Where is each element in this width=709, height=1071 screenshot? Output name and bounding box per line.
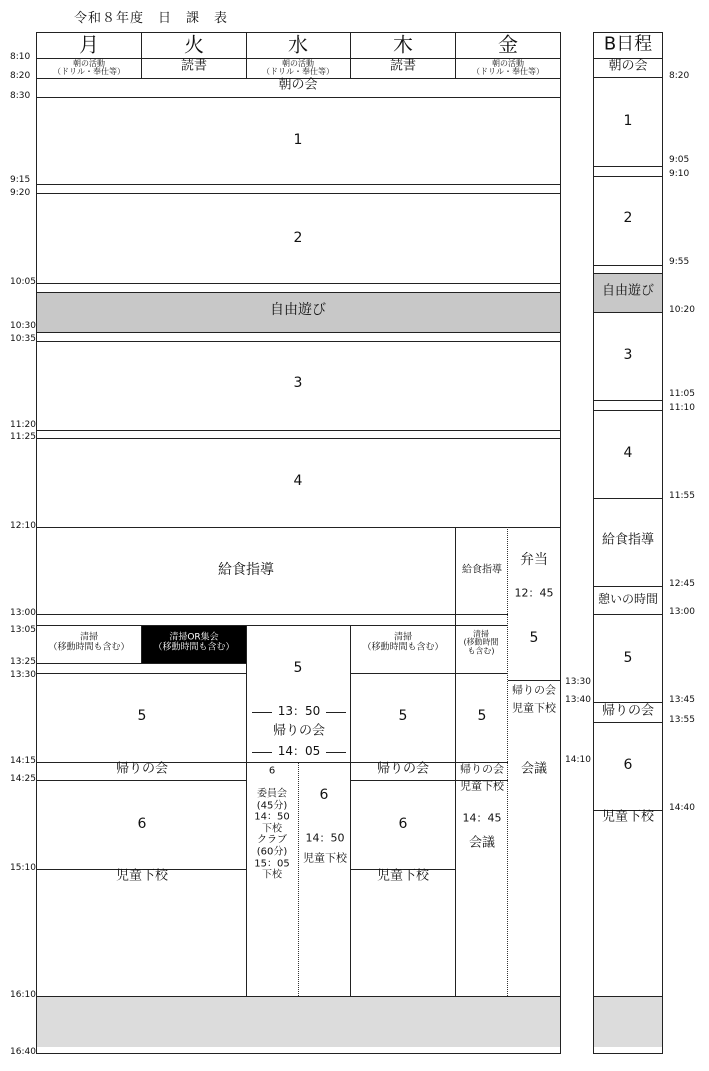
b-after-school-band xyxy=(594,996,662,1047)
time-label: 14:10 xyxy=(565,755,591,765)
period-6-thu: 6 xyxy=(398,815,408,832)
period-5-fri-b: 5 xyxy=(529,629,539,646)
end-meeting-fri: 帰りの会 xyxy=(460,762,504,776)
day-fri: 金 xyxy=(498,32,518,57)
time-label: 11:25 xyxy=(10,432,36,442)
b-period-1: 1 xyxy=(623,112,633,129)
wed-time-1450: 14：50 xyxy=(305,831,345,845)
time-label: 10:30 xyxy=(10,321,36,331)
period-5-mon: 5 xyxy=(137,707,147,724)
b-dismissal: 児童下校 xyxy=(601,809,655,825)
time-label: 13:40 xyxy=(565,695,591,705)
b-period-3: 3 xyxy=(623,346,633,363)
time-label: 13:05 xyxy=(10,625,36,635)
period-6-wed: 6 xyxy=(319,786,329,803)
b-period-6: 6 xyxy=(623,756,633,773)
page-title: 令和８年度 日 課 表 xyxy=(74,11,229,26)
time-label: 16:40 xyxy=(10,1047,36,1057)
time-label: 13:30 xyxy=(565,677,591,687)
after-school-band xyxy=(37,996,560,1047)
period-6-wed-label: 6 xyxy=(268,765,276,777)
cleaning-mon: 清掃 （移動時間も含む） xyxy=(48,632,130,653)
morning-activity-wed: 朝の活動 （ドリル・奉仕等） xyxy=(262,59,334,76)
period-5-fri: 5 xyxy=(477,707,487,724)
time-label: 8:10 xyxy=(10,52,31,62)
fri-time-1445: 14：45 xyxy=(462,811,502,825)
time-label: 16:10 xyxy=(10,990,36,1000)
time-label: 13:55 xyxy=(669,715,695,725)
dismissal-mon: 児童下校 xyxy=(115,868,169,884)
end-meeting-fri-b: 帰りの会 xyxy=(512,683,556,697)
time-label: 9:20 xyxy=(10,188,31,198)
time-label: 14:40 xyxy=(669,803,695,813)
period-5-thu: 5 xyxy=(398,707,408,724)
b-period-2: 2 xyxy=(623,209,633,226)
b-rest-time: 憩いの時間 xyxy=(597,592,659,607)
time-label: 8:20 xyxy=(669,71,690,81)
morning-activity-fri: 朝の活動 （ドリル・奉仕等） xyxy=(472,59,544,76)
time-label: 12:10 xyxy=(10,521,36,531)
b-end-meeting: 帰りの会 xyxy=(601,703,655,719)
period-4: 4 xyxy=(293,472,303,489)
time-label: 10:35 xyxy=(10,334,36,344)
time-label: 11:55 xyxy=(669,491,695,501)
day-wed: 水 xyxy=(288,32,308,57)
dismissal-fri: 児童下校 xyxy=(460,779,504,793)
day-mon: 月 xyxy=(79,32,99,57)
time-label: 14:25 xyxy=(10,774,36,784)
period-5-wed: 5 xyxy=(293,659,303,676)
lunch-fri: 給食指導 xyxy=(462,564,502,576)
period-1: 1 xyxy=(293,131,303,148)
reading-thu: 読書 xyxy=(389,58,417,74)
cleaning-thu: 清掃 （移動時間も含む） xyxy=(362,632,444,653)
dismissal-wed: 児童下校 xyxy=(303,851,347,865)
time-label: 9:05 xyxy=(669,155,690,165)
b-period-5: 5 xyxy=(623,649,633,666)
time-label: 14:15 xyxy=(10,756,36,766)
end-meeting-wed: 帰りの会 xyxy=(272,723,326,739)
time-label: 8:20 xyxy=(10,71,31,81)
time-label: 13:45 xyxy=(669,695,695,705)
time-label: 13:25 xyxy=(10,657,36,667)
b-morning-meeting: 朝の会 xyxy=(608,58,648,74)
time-label: 9:10 xyxy=(669,169,690,179)
time-label: 13:00 xyxy=(669,607,695,617)
b-lunch: 給食指導 xyxy=(601,532,655,548)
cleaning-fri: 清掃 (移動時間 も含む) xyxy=(463,629,499,656)
day-thu: 木 xyxy=(393,32,413,57)
morning-meeting: 朝の会 xyxy=(278,77,318,93)
period-6-mon: 6 xyxy=(137,815,147,832)
reading-tue: 読書 xyxy=(180,58,208,74)
time-label: 11:20 xyxy=(10,420,36,430)
time-label: 15:10 xyxy=(10,863,36,873)
cleaning-tue: 清掃OR集会 （移動時間も含む） xyxy=(153,632,235,653)
council-fri: 会議 xyxy=(468,835,496,851)
time-label: 13:00 xyxy=(10,608,36,618)
time-label: 10:20 xyxy=(669,305,695,315)
bento-label: 弁当 xyxy=(520,551,548,568)
time-label: 11:05 xyxy=(669,389,695,399)
time-label: 11:10 xyxy=(669,403,695,413)
time-label: 9:15 xyxy=(10,175,31,185)
time-label: 12:45 xyxy=(669,579,695,589)
lunch-main: 給食指導 xyxy=(218,561,274,578)
dismissal-thu: 児童下校 xyxy=(376,868,430,884)
period-2: 2 xyxy=(293,229,303,246)
time-label: 10:05 xyxy=(10,277,36,287)
time-label: 9:55 xyxy=(669,257,690,267)
wed-time-1405: 14：05 xyxy=(277,744,321,759)
b-schedule-title: B日程 xyxy=(603,33,653,55)
free-play-label: 自由遊び xyxy=(270,301,326,318)
fri-time-1245: 12：45 xyxy=(514,586,554,600)
end-meeting-thu: 帰りの会 xyxy=(376,761,430,777)
period-3: 3 xyxy=(293,374,303,391)
wed-club-notes: 委員会 (45分) 14：50 下校 クラブ (60分) 15：05 下校 xyxy=(254,788,290,881)
time-label: 13:30 xyxy=(10,670,36,680)
dismissal-fri-b: 児童下校 xyxy=(512,701,556,715)
wed-time-1350: 13：50 xyxy=(277,704,321,719)
time-label: 8:30 xyxy=(10,91,31,101)
morning-activity-mon: 朝の活動 （ドリル・奉仕等） xyxy=(53,59,125,76)
end-meeting-mon: 帰りの会 xyxy=(115,761,169,777)
council-fri-b: 会議 xyxy=(520,761,548,777)
day-tue: 火 xyxy=(184,32,204,57)
b-period-4: 4 xyxy=(623,444,633,461)
b-free-play-label: 自由遊び xyxy=(601,283,655,299)
